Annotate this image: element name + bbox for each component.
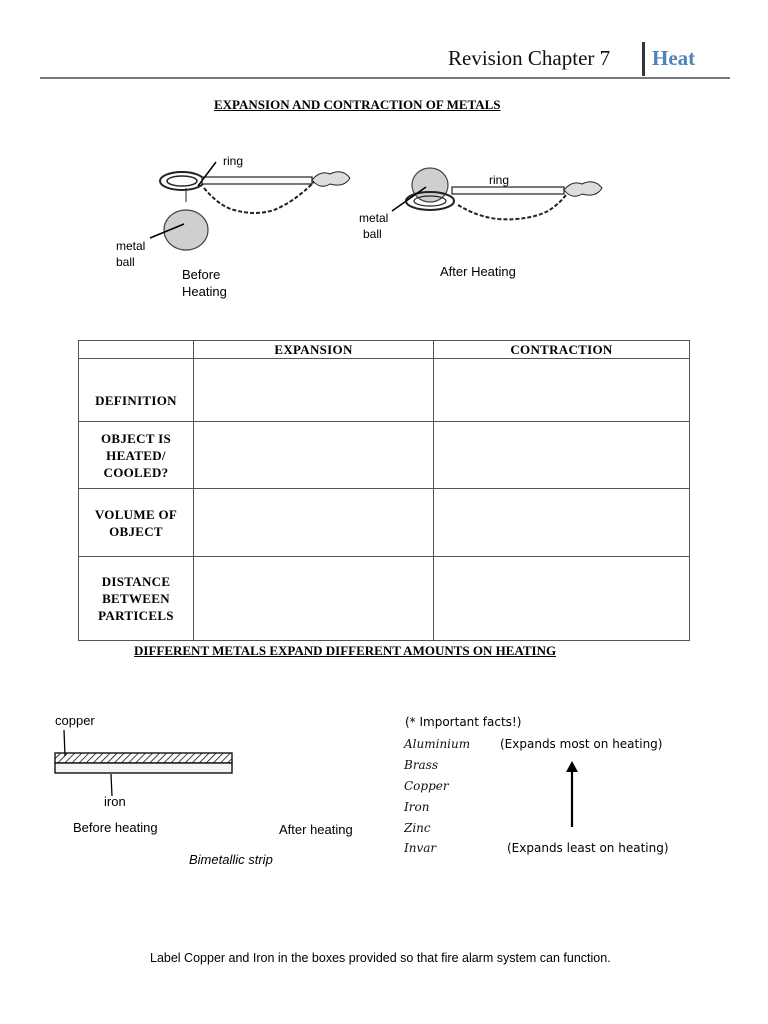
answer-cell[interactable]	[194, 359, 434, 422]
bimetallic-strip-caption: Bimetallic strip	[189, 852, 273, 867]
ball-ring-before-illustration	[150, 160, 360, 260]
section-title-metals: DIFFERENT METALS EXPAND DIFFERENT AMOUNTS ON HEATING	[134, 643, 557, 658]
strip-before-heating-caption: Before heating	[73, 820, 158, 835]
answer-cell[interactable]	[194, 557, 434, 641]
footer-instruction: Label Copper and Iron in the boxes provided so that fire alarm system can function.	[150, 951, 611, 965]
answer-cell[interactable]	[434, 359, 690, 422]
answer-cell[interactable]	[434, 489, 690, 557]
before-heating-caption-line1: Before	[182, 267, 221, 282]
ball-label-after-line1: metal	[359, 211, 389, 225]
answer-cell[interactable]	[434, 557, 690, 641]
before-heating-caption-line2: Heating	[182, 284, 227, 299]
metal-list-item: Zinc	[404, 821, 431, 835]
chapter-title: Revision Chapter 7	[448, 46, 611, 70]
table-row	[79, 489, 690, 557]
ring-label-after: ring	[489, 173, 510, 187]
ball-pointer-before	[148, 222, 188, 242]
expands-most-note: (Expands most on heating)	[500, 737, 663, 751]
table-header-cell: EXPANSION	[194, 341, 434, 359]
strip-after-heating-caption: After heating	[279, 822, 353, 837]
table-header-cell	[79, 341, 194, 359]
header-divider	[642, 42, 645, 76]
header-rule	[40, 77, 730, 79]
ring-label-before: ring	[223, 154, 244, 168]
row-label: OBJECT IS HEATED/ COOLED?	[79, 422, 194, 489]
expands-least-note: (Expands least on heating)	[507, 841, 669, 855]
answer-cell[interactable]	[194, 489, 434, 557]
row-label: DISTANCE BETWEEN PARTICELS	[79, 557, 194, 641]
ball-label-before-line1: metal	[116, 239, 146, 253]
after-heating-caption: After Heating	[440, 264, 516, 279]
row-label: VOLUME OF OBJECT	[79, 489, 194, 557]
ball-label-after-line2: ball	[363, 227, 382, 241]
answer-cell[interactable]	[434, 422, 690, 489]
table-row	[79, 557, 690, 641]
up-arrow-icon	[564, 760, 580, 828]
table-header-row	[79, 341, 690, 359]
table-header-cell: CONTRACTION	[434, 341, 690, 359]
table-row	[79, 422, 690, 489]
metal-list-item: Brass	[404, 758, 439, 772]
metal-list-item: Iron	[404, 800, 430, 814]
topic-title: Heat	[652, 46, 696, 70]
answer-cell[interactable]	[194, 422, 434, 489]
ring-pointer-before	[196, 160, 226, 190]
section-title-expansion: EXPANSION AND CONTRACTION OF METALS	[214, 97, 501, 112]
table-row	[79, 359, 690, 422]
important-facts-heading: (* Important facts!)	[405, 715, 522, 729]
iron-label: iron	[104, 794, 126, 809]
ball-pointer-after	[390, 185, 430, 215]
bimetallic-strip-illustration	[54, 752, 234, 778]
metal-list-item: Copper	[404, 779, 449, 793]
expansion-contraction-table	[78, 340, 690, 641]
ball-label-before-line2: ball	[116, 255, 135, 269]
row-label: DEFINITION	[79, 359, 194, 422]
metal-list-item: Aluminium	[404, 737, 471, 751]
copper-label: copper	[55, 713, 95, 728]
metal-list-item: Invar	[404, 841, 437, 855]
